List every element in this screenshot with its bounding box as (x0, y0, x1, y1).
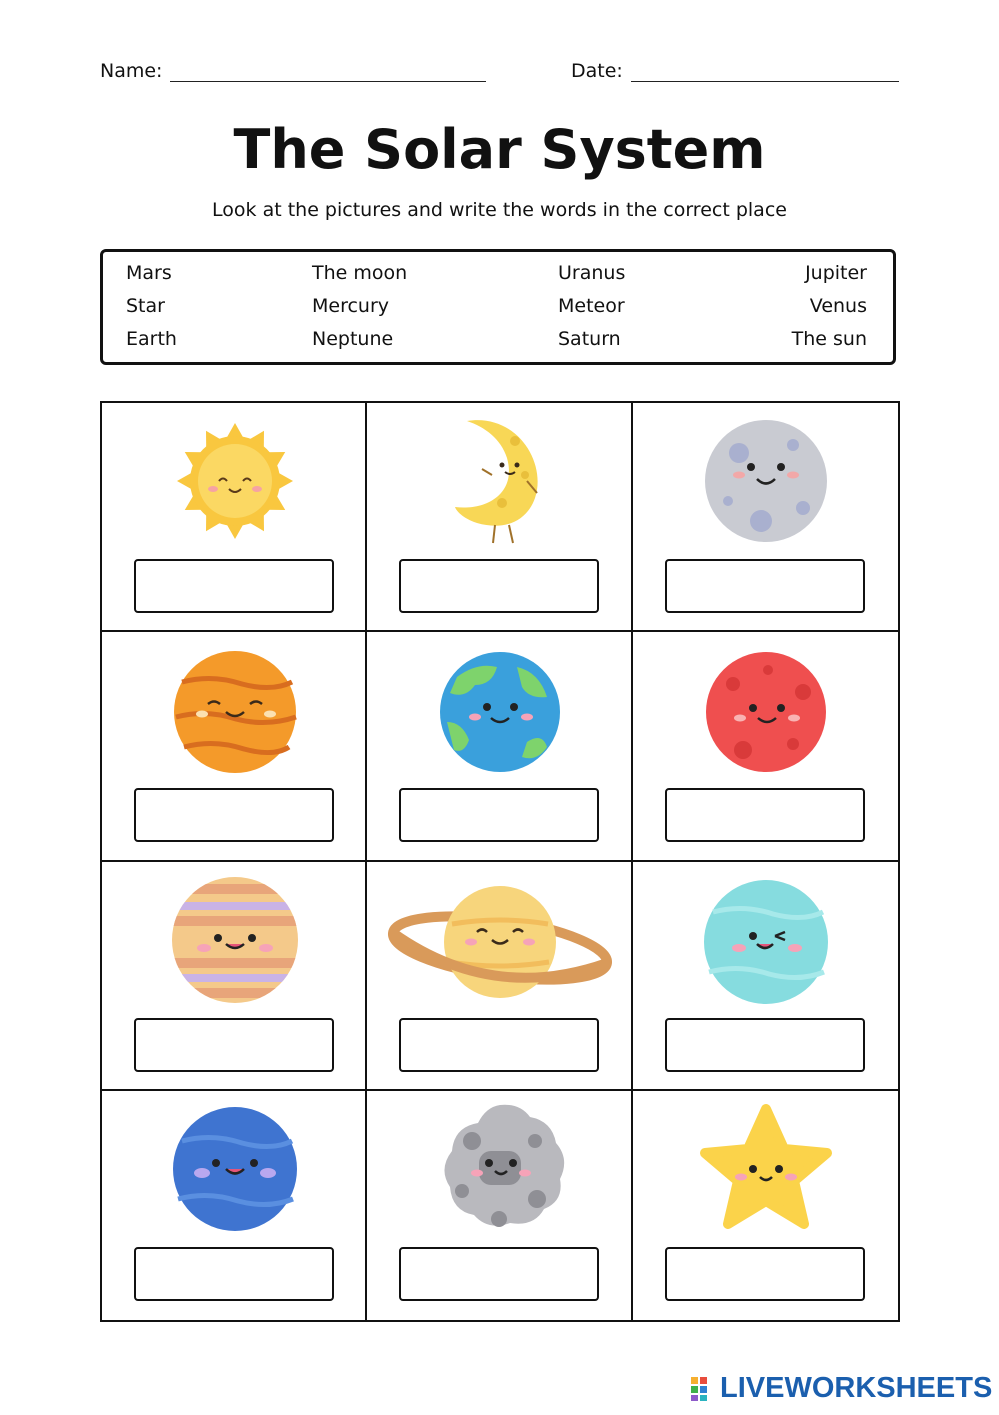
picture-grid (100, 401, 900, 1322)
word-bank-word: Meteor (558, 295, 625, 317)
picture-cell (633, 862, 898, 1091)
page-title: The Solar System (233, 118, 766, 181)
brand-footer (690, 1372, 992, 1405)
answer-box[interactable] (399, 559, 599, 613)
picture-cell (102, 1091, 367, 1320)
picture-cell (633, 403, 898, 632)
picture-cell (102, 632, 367, 861)
answer-box[interactable] (134, 788, 334, 842)
answer-box[interactable] (134, 1018, 334, 1072)
picture-cell (102, 862, 367, 1091)
picture-cell (102, 403, 367, 632)
meteor-icon (367, 1091, 633, 1247)
brand-name: LIVEWORKSHEETS (720, 1372, 993, 1404)
answer-box[interactable] (665, 788, 865, 842)
picture-cell (633, 1091, 898, 1320)
liveworksheets-logo-icon (690, 1376, 716, 1402)
word-bank-word: Neptune (312, 328, 394, 350)
word-bank-word: Jupiter (805, 262, 867, 284)
word-bank-word: Mars (126, 262, 172, 284)
answer-box[interactable] (399, 788, 599, 842)
name-input-line[interactable] (170, 61, 486, 82)
word-bank-word: Venus (809, 295, 867, 317)
star-icon (633, 1091, 899, 1247)
jupiter-icon (102, 862, 368, 1018)
word-bank-word: Uranus (558, 262, 626, 284)
word-bank-word: Earth (126, 328, 177, 350)
neptune-icon (102, 1091, 368, 1247)
answer-box[interactable] (399, 1247, 599, 1301)
mars-icon (633, 632, 899, 788)
saturn-icon (367, 862, 633, 1018)
name-field (100, 60, 486, 82)
picture-cell (367, 1091, 632, 1320)
word-bank (100, 249, 896, 365)
moon-icon (367, 403, 633, 559)
word-bank-word: Mercury (312, 295, 390, 317)
picture-cell (367, 403, 632, 632)
sun-icon (102, 403, 368, 559)
answer-box[interactable] (665, 559, 865, 613)
answer-box[interactable] (134, 559, 334, 613)
word-bank-word: Star (126, 295, 165, 317)
answer-box[interactable] (399, 1018, 599, 1072)
uranus-icon (633, 862, 899, 1018)
word-bank-word: Saturn (558, 328, 621, 350)
instructions: Look at the pictures and write the words in the correct place (212, 199, 787, 221)
date-label: Date: (571, 60, 623, 82)
answer-box[interactable] (665, 1018, 865, 1072)
earth-icon (367, 632, 633, 788)
mercury-icon (633, 403, 899, 559)
answer-box[interactable] (134, 1247, 334, 1301)
date-field (571, 60, 899, 82)
picture-cell (367, 632, 632, 861)
word-bank-word: The moon (312, 262, 408, 284)
picture-cell (633, 632, 898, 861)
venus-icon (102, 632, 368, 788)
word-bank-word: The sun (791, 328, 867, 350)
name-label: Name: (100, 60, 163, 82)
picture-cell (367, 862, 632, 1091)
date-input-line[interactable] (631, 61, 899, 82)
answer-box[interactable] (665, 1247, 865, 1301)
